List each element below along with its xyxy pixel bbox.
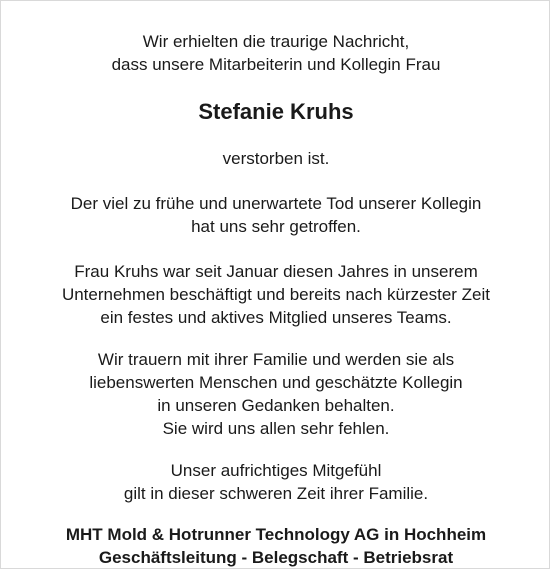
intro-line-1: Wir erhielten die traurige Nachricht, — [142, 32, 410, 51]
deceased-name: Stefanie Kruhs — [198, 99, 354, 124]
paragraph2-line-1: Frau Kruhs war seit Januar diesen Jahres in unserem — [74, 262, 478, 281]
company-name: MHT Mold & Hotrunner Technology AG in Hochheim — [65, 525, 487, 544]
paragraph2-line-3: ein festes und aktives Mitglied unseres Teams. — [100, 308, 452, 327]
paragraph1-line-2: hat uns sehr getroffen. — [191, 217, 361, 236]
paragraph2-line-2: Unternehmen beschäftigt und bereits nach kürzester Zeit — [61, 285, 491, 304]
died-line: verstorben ist. — [222, 149, 330, 168]
paragraph1-line-1: Der viel zu frühe und unerwartete Tod unserer Kollegin — [70, 194, 482, 213]
paragraph3-line-3: in unseren Gedanken behalten. — [157, 396, 395, 415]
paragraph3-line-2: liebenswerten Menschen und geschätzte Kollegin — [89, 373, 463, 392]
paragraph4-line-2: gilt in dieser schweren Zeit ihrer Familie. — [123, 484, 429, 503]
company-departments: Geschäftsleitung - Belegschaft - Betriebsrat — [98, 548, 454, 567]
paragraph4-line-1: Unser aufrichtiges Mitgefühl — [170, 461, 382, 480]
paragraph3-line-1: Wir trauern mit ihrer Familie und werden sie als — [97, 350, 455, 369]
paragraph3-line-4: Sie wird uns allen sehr fehlen. — [162, 419, 390, 438]
intro-line-2: dass unsere Mitarbeiterin und Kollegin Frau — [111, 55, 441, 74]
